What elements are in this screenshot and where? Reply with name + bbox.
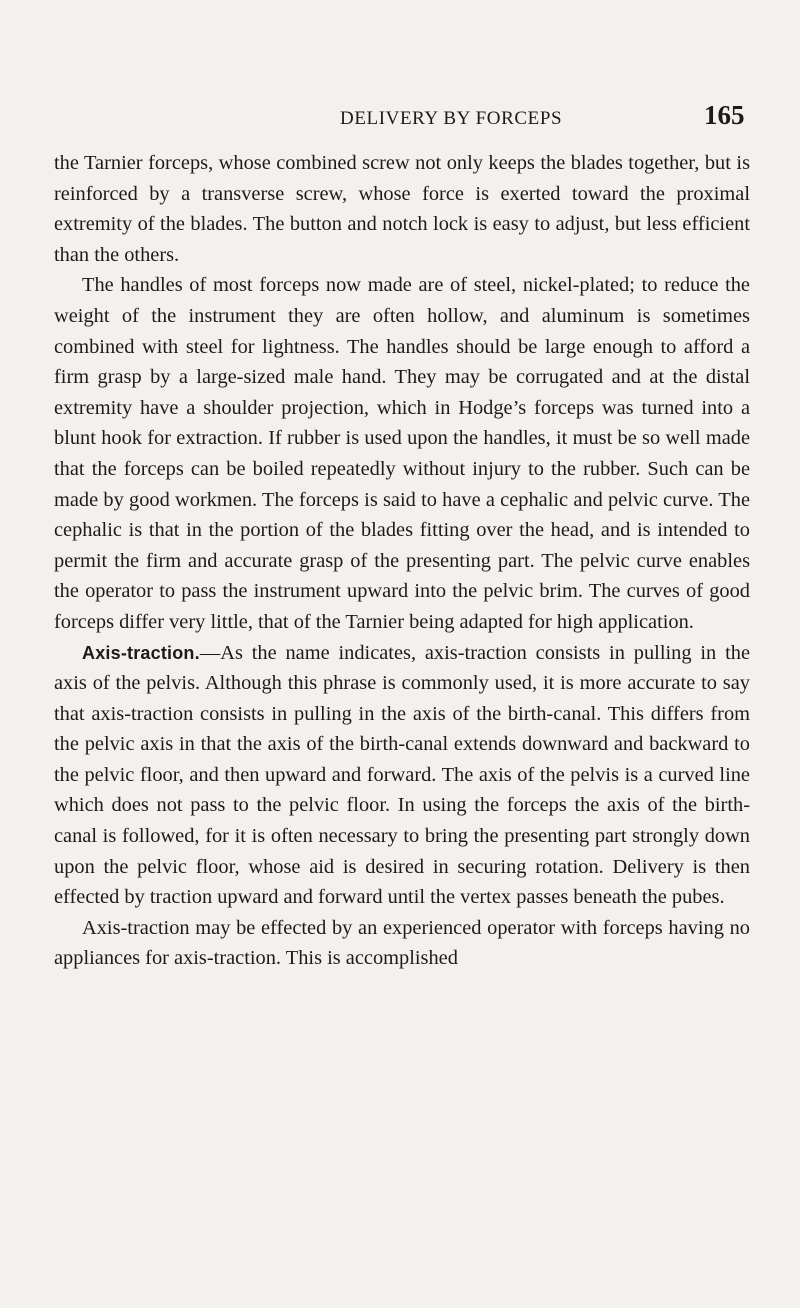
paragraph-final: Axis-traction may be effected by an experienced operator with forceps having no appliances for axis-traction. This is accomplished — [54, 916, 750, 970]
running-head — [0, 100, 800, 136]
paragraph-axis-traction-text: —As the name indicates, axis-traction consists in pulling in the axis of the pelvis. Although this phrase is commonly used, it is more accurate to say that axis-traction consists in pulling in the axis of the birth-canal. This differs from the pelvic axis in that the axis of the birth-canal extends downward and backward to the pelvic floor, and then upward and forward. The axis of the pelvis is a curved line which does not pass to the pelvic floor. In using the forceps the axis of the birth-canal is followed, for it is often necessary to bring the presenting part strongly down upon the pelvic floor, whose aid is desired in securing rotation. Delivery is then effected by traction upward and forward until the vertex passes beneath the pubes. — [54, 641, 750, 909]
paragraph-handles: The handles of most forceps now made are of steel, nickel-plated; to reduce the weight of the instrument they are often hollow, and aluminum is sometimes combined with steel for lightness. The handles should be large enough to afford a firm grasp by a large-sized male hand. They may be corrugated and at the distal extremity have a shoulder projection, which in Hodge’s forceps was turned into a blunt hook for extraction. If rubber is used upon the handles, it must be so well made that the forceps can be boiled repeatedly without injury to the rubber. Such can be made by good workmen. The forceps is said to have a cephalic and pelvic curve. The cephalic is that in the portion of the blades fitting over the head, and is intended to permit the firm and accurate grasp of the presenting part. The pelvic curve enables the operator to pass the instrument upward into the pelvic brim. The curves of good forceps differ very little, that of the Tarnier being adapted for high application. — [54, 274, 750, 633]
paragraph-axis-traction — [54, 638, 750, 913]
body-text — [54, 148, 750, 974]
page-number: 165 — [704, 100, 745, 130]
paragraph-continuation: the Tarnier forceps, whose combined screw not only keeps the blades together, but is reinforced by a transverse screw, whose force is exerted toward the proximal extremity of the blades. The button and notch lock is easy to adjust, but less efficient than the others. — [54, 152, 750, 266]
section-run-in-heading: Axis-traction. — [82, 642, 200, 663]
running-title: DELIVERY BY FORCEPS — [340, 108, 563, 129]
